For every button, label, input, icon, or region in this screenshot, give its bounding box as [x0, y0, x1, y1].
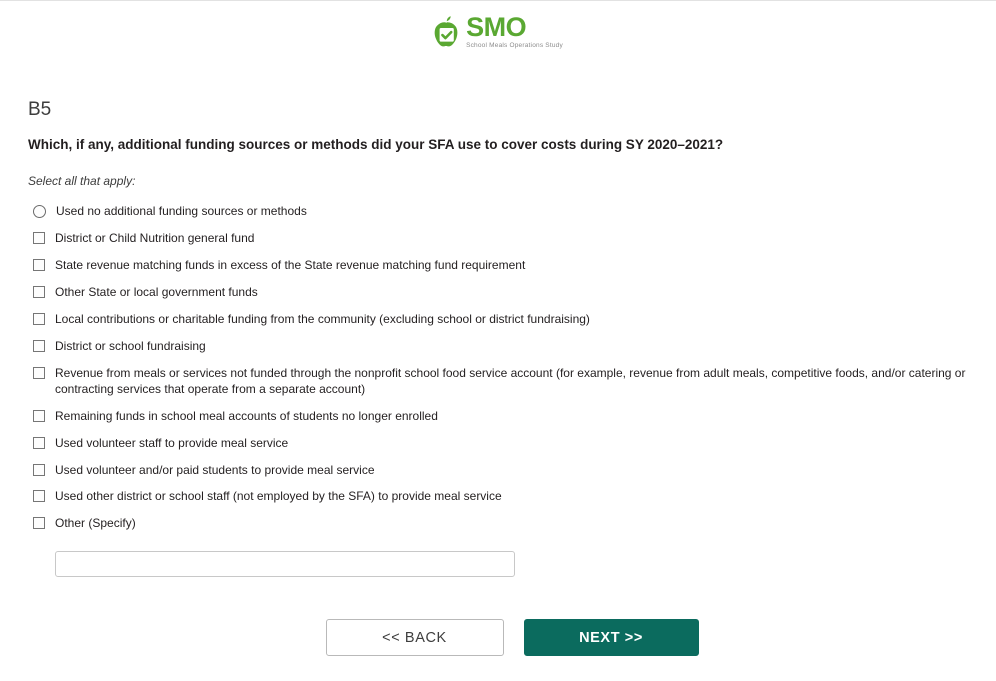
checkbox-icon[interactable]	[33, 367, 45, 379]
option-row[interactable]	[28, 285, 996, 301]
option-label: District or school fundraising	[55, 338, 206, 353]
checkbox-icon[interactable]	[33, 259, 45, 271]
apple-checkmark-icon	[433, 16, 461, 48]
smo-logo	[433, 14, 563, 50]
option-row[interactable]	[28, 436, 996, 452]
next-button[interactable]: NEXT >>	[524, 619, 699, 656]
option-label: Other State or local government funds	[55, 284, 258, 299]
option-row[interactable]	[28, 204, 996, 220]
option-row[interactable]	[28, 231, 996, 247]
option-label: Used other district or school staff (not employed by the SFA) to provide meal service	[55, 489, 502, 504]
question-instruction: Select all that apply:	[28, 174, 136, 188]
option-label: State revenue matching funds in excess of the State revenue matching fund requirement	[55, 257, 526, 272]
logo-subtitle: School Meals Operations Study	[466, 42, 563, 50]
radio-icon[interactable]	[33, 205, 46, 218]
option-label: Used volunteer and/or paid students to provide meal service	[55, 462, 375, 477]
checkbox-icon[interactable]	[33, 232, 45, 244]
question-number: B5	[28, 99, 52, 120]
navigation-buttons	[28, 619, 996, 656]
checkbox-icon[interactable]	[33, 437, 45, 449]
checkbox-icon[interactable]	[33, 313, 45, 325]
option-label: Used volunteer staff to provide meal service	[55, 435, 289, 450]
option-label: Local contributions or charitable funding from the community (excluding school or district fundraising)	[55, 311, 590, 326]
checkbox-icon[interactable]	[33, 286, 45, 298]
question-text: Which, if any, additional funding sources or methods did your SFA use to cover costs during SY 2020–2021?	[28, 137, 724, 152]
survey-content	[0, 99, 996, 656]
option-label: District or Child Nutrition general fund	[55, 230, 255, 245]
option-row[interactable]	[28, 339, 996, 355]
logo-title: SMO	[466, 12, 527, 43]
option-label: Revenue from meals or services not funded through the nonprofit school food service account (for example, revenue from adult meals, competitive foods, and/or catering or contracting services that operate from a separate account)	[55, 365, 966, 396]
option-row[interactable]	[28, 409, 996, 425]
option-label: Other (Specify)	[55, 516, 136, 531]
back-button[interactable]: << BACK	[326, 619, 504, 656]
checkbox-icon[interactable]	[33, 410, 45, 422]
option-row[interactable]	[28, 489, 996, 505]
checkbox-icon[interactable]	[33, 490, 45, 502]
option-row-other[interactable]	[28, 516, 996, 532]
option-label: Used no additional funding sources or methods	[56, 204, 307, 218]
option-row[interactable]	[28, 463, 996, 479]
options-list	[28, 204, 996, 532]
option-row[interactable]	[28, 366, 996, 398]
checkbox-icon[interactable]	[33, 464, 45, 476]
page-header	[0, 1, 996, 63]
option-row[interactable]	[28, 312, 996, 328]
option-label: Remaining funds in school meal accounts of students no longer enrolled	[55, 408, 438, 423]
checkbox-icon[interactable]	[33, 517, 45, 529]
checkbox-icon[interactable]	[33, 340, 45, 352]
other-specify-input[interactable]	[55, 551, 515, 577]
logo-text	[466, 14, 563, 50]
option-row[interactable]	[28, 258, 996, 274]
